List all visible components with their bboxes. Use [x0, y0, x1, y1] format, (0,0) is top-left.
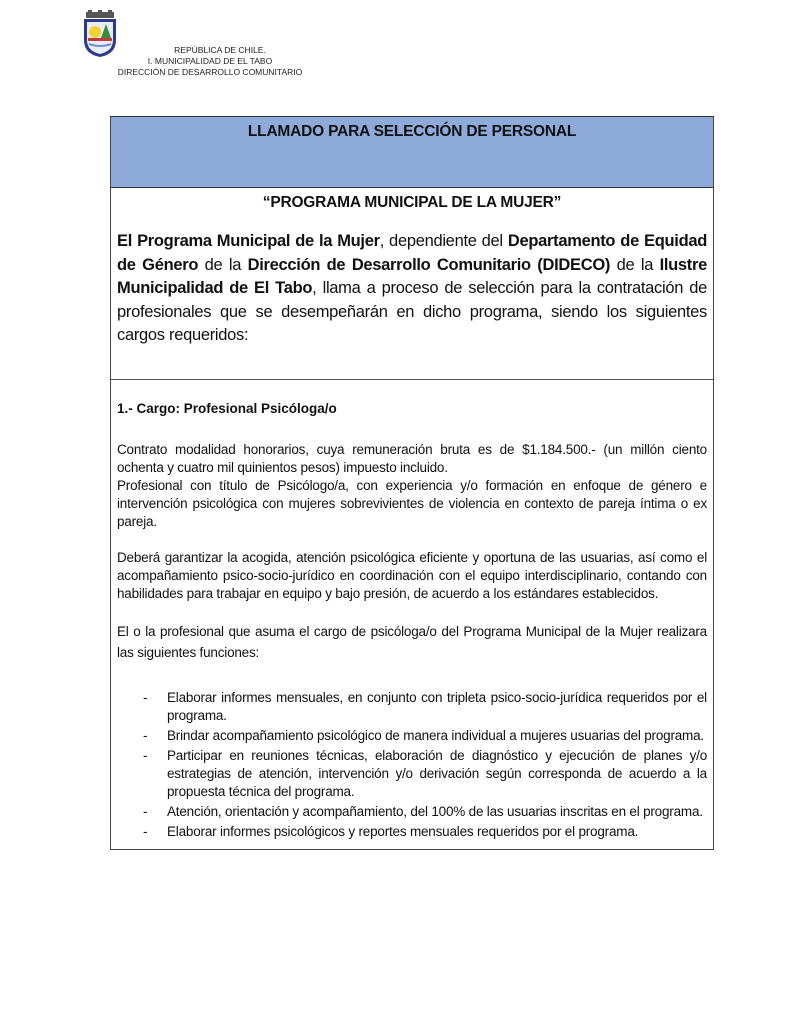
- dash-bullet-icon: -: [143, 728, 148, 743]
- intro-bold-department: Departamento de Equidad de Género: [117, 232, 708, 274]
- intro-text: de la: [610, 255, 660, 274]
- intro-bold-program: El Programa Municipal de la Mujer: [117, 232, 380, 250]
- functions-intro: El o la profesional que asuma el cargo de psicóloga/o del Programa Municipal de la Mujer realizara las siguientes funciones:: [117, 624, 707, 660]
- intro-bold-municipality: Ilustre Municipalidad de El Tabo: [117, 255, 707, 297]
- program-title: “PROGRAMA MUNICIPAL DE LA MUJER”: [262, 194, 562, 211]
- intro-cell: [111, 188, 713, 380]
- function-text: Elaborar informes psicológicos y reportes mensuales requeridos por el programa.: [167, 824, 639, 839]
- cargo-section: [111, 380, 713, 849]
- function-text: Brindar acompañamiento psicológico de manera individual a mujeres usuarias del programa.: [167, 728, 704, 743]
- cargo-title: 1.- Cargo: Profesional Psicóloga/o: [117, 401, 337, 416]
- intro-text: , llama a proceso de selección para la contratación de profesionales que se desempeñarán en dicho programa, siendo los siguientes cargos requeridos:: [117, 279, 708, 344]
- list-item: [117, 689, 707, 725]
- header-line-municipality: I. MUNICIPALIDAD DE EL TABO: [147, 56, 273, 66]
- dash-bullet-icon: -: [143, 748, 148, 763]
- contract-paragraph: Contrato modalidad honorarios, cuya remuneración bruta es de $1.184.500.- (un millón ciento ochenta y cuatro mil quinientos pesos) impuesto incluido.: [117, 442, 707, 475]
- profile-paragraph: Profesional con título de Psicólogo/a, con experiencia y/o formación en enfoque de género e intervención psicológica con mujeres sobrevivientes de violencia en contexto de pareja íntima o ex pareja.: [117, 478, 707, 529]
- header-line-country: REPÚBLICA DE CHILE.: [174, 45, 266, 55]
- letterhead: [0, 0, 791, 100]
- dash-bullet-icon: -: [143, 690, 148, 705]
- header-line-department: DIRECCIÓN DE DESARROLLO COMUNITARIO: [117, 67, 303, 77]
- list-item: [117, 803, 707, 821]
- intro-bold-dideco: Dirección de Desarrollo Comunitario (DIDECO): [247, 255, 611, 274]
- institution-lines: [100, 45, 320, 78]
- dash-bullet-icon: -: [143, 804, 148, 819]
- dash-bullet-icon: -: [143, 824, 148, 839]
- intro-text: , dependiente del: [379, 232, 508, 250]
- functions-list: [117, 689, 707, 841]
- function-text: Participar en reuniones técnicas, elaboración de diagnóstico y ejecución de planes y/o estrategias de atención, intervención y/o derivación según corresponda de acuerdo a la propuesta técnica del programa.: [167, 748, 707, 799]
- intro-paragraph: [117, 230, 707, 348]
- list-item: [117, 747, 707, 801]
- list-item: [117, 823, 707, 841]
- table-header: LLAMADO PARA SELECCIÓN DE PERSONAL: [111, 117, 713, 188]
- intro-text: de la: [198, 255, 248, 274]
- list-item: [117, 727, 707, 745]
- duties-paragraph: Deberá garantizar la acogida, atención psicológica eficiente y oportuna de las usuarias, así como el acompañamiento psico-socio-jurídico en coordinación con el equipo interdisciplinario, contando con habilidades para trabajar en equipo y bajo presión, de acuerdo a los estándares establecidos.: [117, 550, 707, 601]
- function-text: Atención, orientación y acompañamiento, del 100% de las usuarias inscritas en el programa.: [167, 804, 703, 819]
- function-text: Elaborar informes mensuales, en conjunto con tripleta psico-socio-jurídica requeridos por el programa.: [167, 690, 707, 723]
- call-for-personnel-table: [110, 116, 714, 850]
